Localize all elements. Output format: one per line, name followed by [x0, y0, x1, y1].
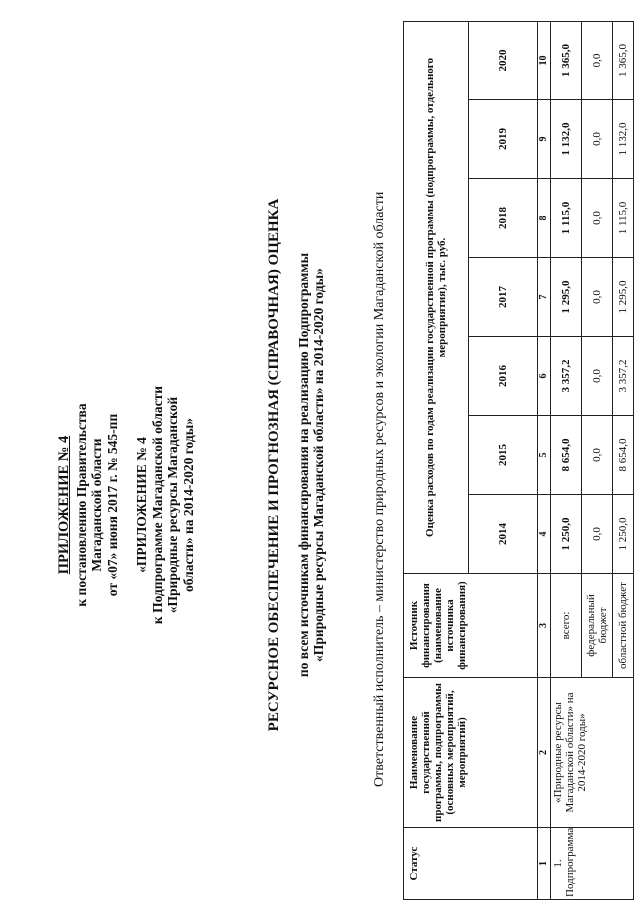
column-number: 10 — [538, 21, 551, 99]
column-number: 8 — [538, 179, 551, 258]
value-cell: 3 357,2 — [551, 337, 582, 416]
appendix-subprogram-line: области» на 2014-2020 годы» — [180, 417, 196, 593]
appendix-decree-line: к постановлению Правительства — [73, 403, 89, 607]
value-cell: 8 654,0 — [551, 416, 582, 495]
row-number: 1. — [552, 859, 564, 868]
appendix-block — [57, 375, 196, 635]
value-cell: 1 132,0 — [551, 100, 582, 179]
appendix-subprogram-line: к Подпрограмме Магаданской области — [149, 385, 165, 625]
document-title: РЕСУРСНОЕ ОБЕСПЕЧЕНИЕ И ПРОГНОЗНАЯ (СПРАВОЧНАЯ) ОЦЕНКА — [266, 198, 282, 732]
header-year: 2014 — [469, 495, 538, 574]
header-program-name: Наименование государственной программы, подпрограммы (основных мероприятий, мероприятий) — [404, 678, 538, 828]
value-cell: 0,0 — [582, 100, 613, 179]
header-year: 2015 — [469, 416, 538, 495]
column-number: 4 — [538, 495, 551, 574]
value-cell: 1 250,0 — [613, 495, 634, 574]
header-year: 2019 — [469, 100, 538, 179]
value-cell: 1 295,0 — [551, 258, 582, 337]
column-number: 1 — [538, 828, 551, 900]
header-funding-source: Источник финансирования (наименование источника финансирования) — [404, 574, 538, 678]
column-number: 3 — [538, 574, 551, 678]
appendix-decree-line: от «07» июня 2017 г. № 545-пп — [104, 413, 120, 597]
value-cell: 3 357,2 — [613, 337, 634, 416]
value-cell: 0,0 — [582, 258, 613, 337]
value-cell: 0,0 — [582, 416, 613, 495]
funding-table — [403, 21, 634, 900]
funding-source-cell: всего: — [551, 574, 582, 678]
funding-source-cell: федеральный бюджет — [582, 574, 613, 678]
value-cell: 1 250,0 — [551, 495, 582, 574]
value-cell: 0,0 — [582, 337, 613, 416]
funding-source-cell: областной бюджет — [613, 574, 634, 678]
column-number: 7 — [538, 258, 551, 337]
status-cell — [551, 828, 634, 900]
program-name-cell: «Природные ресурсы Магаданской области» на 2014-2020 годы» — [551, 678, 634, 828]
column-number: 9 — [538, 100, 551, 179]
appendix-spacer — [120, 375, 134, 635]
column-numbers-row — [538, 21, 551, 899]
responsible-executor: Ответственный исполнитель – министерство природных ресурсов и экологии Магаданской области — [372, 191, 387, 787]
document-subtitle-line: «Природные ресурсы Магаданской области» на 2014-2020 годы» — [311, 268, 326, 662]
column-number: 2 — [538, 678, 551, 828]
value-cell: 1 365,0 — [613, 21, 634, 99]
value-cell: 0,0 — [582, 495, 613, 574]
table-row-total — [551, 21, 582, 899]
row-status: Подпрограмма — [564, 827, 576, 897]
header-year: 2017 — [469, 258, 538, 337]
value-cell: 1 115,0 — [613, 179, 634, 258]
column-number: 6 — [538, 337, 551, 416]
table-header-row — [404, 21, 469, 899]
document-subtitle — [296, 145, 326, 785]
document-subtitle-line: по всем источникам финансирования на реализацию Подпрограммы — [296, 252, 311, 678]
appendix-subprogram-title: «ПРИЛОЖЕНИЕ № 4 — [134, 437, 149, 573]
header-year: 2020 — [469, 21, 538, 99]
header-expense-estimate: Оценка расходов по годам реализации государственной программы (подпрограммы, отдельного мероприятия), тыс. руб. — [404, 21, 469, 573]
value-cell: 0,0 — [582, 179, 613, 258]
header-year: 2018 — [469, 179, 538, 258]
value-cell: 1 115,0 — [551, 179, 582, 258]
value-cell: 1 295,0 — [613, 258, 634, 337]
appendix-decree-line: Магаданской области — [89, 438, 104, 572]
value-cell: 1 365,0 — [551, 21, 582, 99]
header-status: Статус — [404, 828, 538, 900]
header-year: 2016 — [469, 337, 538, 416]
column-number: 5 — [538, 416, 551, 495]
appendix-subprogram-line: «Природные ресурсы Магаданской — [165, 396, 180, 614]
value-cell: 1 132,0 — [613, 100, 634, 179]
appendix-title: ПРИЛОЖЕНИЕ № 4 — [56, 435, 72, 575]
value-cell: 8 654,0 — [613, 416, 634, 495]
value-cell: 0,0 — [582, 21, 613, 99]
